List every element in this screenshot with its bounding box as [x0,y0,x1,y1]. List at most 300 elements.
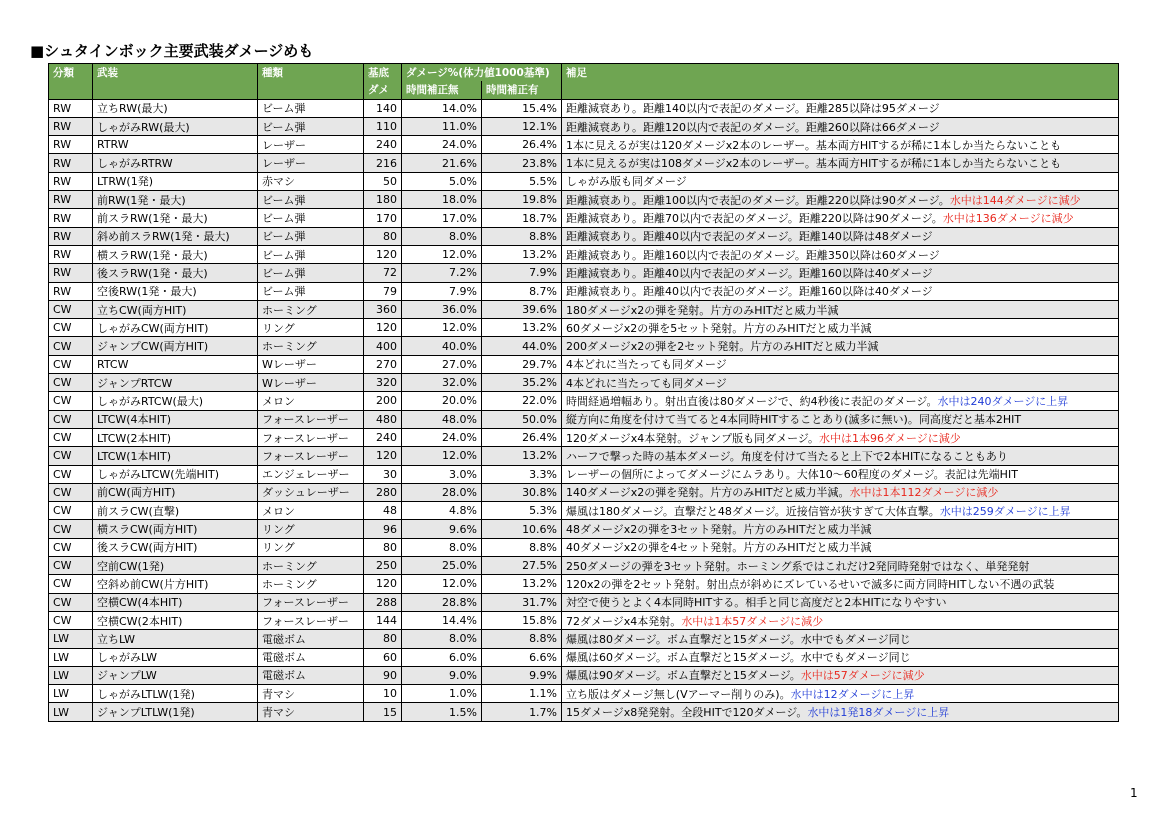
table-row [49,136,1119,154]
table-row [49,630,1119,648]
table-row [49,319,1119,337]
cell-type: ダッシュレーザー [258,483,364,501]
cell-percent-with-correction: 22.0% [482,392,562,410]
cell-type: フォースレーザー [258,428,364,446]
cell-notes [562,374,1119,392]
table-row [49,465,1119,483]
note-text: 対空で使うとよく4本同時HITする。相手と同じ高度だと2本HITになりやすい [566,596,947,610]
cell-weapon: 空後RW(1発・最大) [93,282,258,300]
cell-category: RW [49,245,93,263]
cell-percent-no-correction: 25.0% [402,557,482,575]
cell-percent-with-correction: 1.7% [482,703,562,721]
cell-category: LW [49,648,93,666]
cell-type: 電磁ボム [258,648,364,666]
cell-type: レーザー [258,154,364,172]
cell-type: ホーミング [258,575,364,593]
cell-base-damage: 120 [364,447,402,465]
table-row [49,99,1119,117]
cell-notes [562,648,1119,666]
cell-notes [562,355,1119,373]
cell-weapon: ジャンプLTLW(1発) [93,703,258,721]
cell-percent-with-correction: 8.8% [482,538,562,556]
cell-category: CW [49,502,93,520]
note-text: 60ダメージx2の弾を5セット発射。片方のみHITだと威力半減 [566,321,872,335]
cell-notes [562,465,1119,483]
cell-type: ビーム弾 [258,209,364,227]
cell-type: ビーム弾 [258,245,364,263]
cell-percent-with-correction: 15.4% [482,99,562,117]
cell-notes [562,264,1119,282]
cell-weapon: LTCW(2本HIT) [93,428,258,446]
cell-category: RW [49,117,93,135]
table-row [49,666,1119,684]
table-row [49,593,1119,611]
cell-base-damage: 400 [364,337,402,355]
cell-percent-no-correction: 8.0% [402,538,482,556]
note-text: 立ち版はダメージ無し(Vアーマー削りのみ)。 [566,687,791,701]
table-row [49,355,1119,373]
table-row [49,648,1119,666]
cell-category: CW [49,410,93,428]
cell-notes [562,282,1119,300]
cell-category: CW [49,575,93,593]
cell-weapon: しゃがみLTCW(先端HIT) [93,465,258,483]
cell-notes [562,99,1119,117]
table-row [49,191,1119,209]
cell-notes [562,666,1119,684]
note-text: 距離減衰あり。距離140以内で表記のダメージ。距離285以降は95ダメージ [566,102,940,116]
cell-base-damage: 80 [364,227,402,245]
cell-category: CW [49,538,93,556]
cell-base-damage: 50 [364,172,402,190]
cell-percent-no-correction: 1.0% [402,685,482,703]
cell-notes [562,538,1119,556]
cell-weapon: しゃがみRTRW [93,154,258,172]
note-text: 時間経過増幅あり。射出直後は80ダメージで、約4秒後に表記のダメージ。 [566,394,938,408]
cell-type: ビーム弾 [258,191,364,209]
header-damage-group: ダメージ%(体力値1000基準) [402,64,562,82]
cell-percent-with-correction: 3.3% [482,465,562,483]
cell-percent-with-correction: 9.9% [482,666,562,684]
cell-percent-no-correction: 8.0% [402,630,482,648]
header-notes-sub [562,81,1119,99]
note-highlight: 水中は1本96ダメージに減少 [818,431,961,445]
cell-percent-with-correction: 13.2% [482,575,562,593]
cell-notes [562,319,1119,337]
cell-category: RW [49,191,93,209]
cell-base-damage: 216 [364,154,402,172]
cell-base-damage: 48 [364,502,402,520]
cell-type: メロン [258,392,364,410]
note-highlight: 水中は1本57ダメージに減少 [681,614,824,628]
cell-notes [562,337,1119,355]
note-text: レーザーの個所によってダメージにムラあり。大体10～60程度のダメージ。表記は先端HIT [566,468,1018,482]
table-row [49,117,1119,135]
cell-notes [562,245,1119,263]
cell-weapon: 前スラCW(直撃) [93,502,258,520]
header-row-2 [49,81,1119,99]
cell-base-damage: 360 [364,300,402,318]
table-row [49,172,1119,190]
cell-percent-no-correction: 9.6% [402,520,482,538]
cell-type: ビーム弾 [258,117,364,135]
cell-percent-with-correction: 23.8% [482,154,562,172]
cell-percent-no-correction: 36.0% [402,300,482,318]
cell-notes [562,410,1119,428]
note-text: 距離減衰あり。距離160以内で表記のダメージ。距離350以降は60ダメージ [566,248,940,262]
cell-category: CW [49,483,93,501]
header-base-top: 基底 [364,64,402,82]
cell-percent-no-correction: 18.0% [402,191,482,209]
table-row [49,154,1119,172]
cell-weapon: LTRW(1発) [93,172,258,190]
cell-base-damage: 240 [364,428,402,446]
note-highlight: 水中は57ダメージに減少 [800,669,925,683]
cell-percent-no-correction: 12.0% [402,447,482,465]
cell-notes [562,593,1119,611]
cell-notes [562,630,1119,648]
header-notes: 補足 [562,64,1119,82]
table-row [49,483,1119,501]
cell-percent-no-correction: 11.0% [402,117,482,135]
cell-percent-with-correction: 35.2% [482,374,562,392]
table-row [49,575,1119,593]
cell-type: Wレーザー [258,355,364,373]
cell-percent-with-correction: 30.8% [482,483,562,501]
cell-percent-no-correction: 12.0% [402,575,482,593]
cell-notes [562,703,1119,721]
header-type-sub [258,81,364,99]
table-row [49,410,1119,428]
cell-base-damage: 120 [364,319,402,337]
cell-notes [562,685,1119,703]
cell-percent-with-correction: 13.2% [482,447,562,465]
cell-category: RW [49,264,93,282]
note-text: 4本どれに当たっても同ダメージ [566,376,727,390]
cell-percent-with-correction: 8.8% [482,630,562,648]
note-text: 1本に見えるが実は120ダメージx2本のレーザー。基本両方HITするが稀に1本しか当たらないことも [566,138,1062,152]
cell-notes [562,575,1119,593]
table-row [49,428,1119,446]
table-row [49,557,1119,575]
note-text: 縦方向に角度を付けて当てると4本同時HITすることあり(滅多に無い)。同高度だと基本2HIT [566,413,1022,427]
cell-base-damage: 250 [364,557,402,575]
cell-percent-no-correction: 8.0% [402,227,482,245]
cell-percent-with-correction: 8.8% [482,227,562,245]
table-row [49,703,1119,721]
header-row-1 [49,64,1119,82]
cell-base-damage: 144 [364,611,402,629]
cell-base-damage: 80 [364,630,402,648]
table-row [49,374,1119,392]
cell-percent-no-correction: 1.5% [402,703,482,721]
note-text: 爆風は180ダメージ。直撃だと48ダメージ。近接信管が狭すぎて大体直撃。 [566,504,940,518]
cell-type: フォースレーザー [258,447,364,465]
note-text: 爆風は60ダメージ。ボム直撃だと15ダメージ。水中でもダメージ同じ [566,651,911,665]
note-highlight: 水中は259ダメージに上昇 [939,504,1071,518]
cell-notes [562,300,1119,318]
cell-weapon: 空前CW(1発) [93,557,258,575]
cell-base-damage: 270 [364,355,402,373]
cell-percent-with-correction: 5.3% [482,502,562,520]
header-category: 分類 [49,64,93,82]
cell-percent-with-correction: 44.0% [482,337,562,355]
cell-percent-with-correction: 26.4% [482,136,562,154]
cell-notes [562,209,1119,227]
cell-weapon: ジャンプLW [93,666,258,684]
table-row [49,611,1119,629]
page-number: 1 [1130,786,1138,800]
note-highlight: 水中は1本112ダメージに減少 [849,486,999,500]
cell-percent-no-correction: 28.8% [402,593,482,611]
cell-weapon: 横スラRW(1発・最大) [93,245,258,263]
cell-base-damage: 180 [364,191,402,209]
cell-notes [562,136,1119,154]
cell-category: CW [49,611,93,629]
table-row [49,227,1119,245]
table-row [49,209,1119,227]
cell-base-damage: 110 [364,117,402,135]
note-text: 距離減衰あり。距離70以内で表記のダメージ。距離220以降は90ダメージ。 [566,212,943,226]
cell-base-damage: 240 [364,136,402,154]
cell-category: CW [49,374,93,392]
cell-percent-no-correction: 17.0% [402,209,482,227]
cell-weapon: 前CW(両方HIT) [93,483,258,501]
cell-base-damage: 170 [364,209,402,227]
cell-percent-no-correction: 9.0% [402,666,482,684]
cell-weapon: 前スラRW(1発・最大) [93,209,258,227]
cell-base-damage: 120 [364,245,402,263]
cell-type: エンジェレーザー [258,465,364,483]
cell-percent-with-correction: 13.2% [482,245,562,263]
cell-percent-with-correction: 19.8% [482,191,562,209]
cell-category: CW [49,319,93,337]
cell-percent-with-correction: 8.7% [482,282,562,300]
table-row [49,392,1119,410]
cell-category: CW [49,593,93,611]
cell-percent-no-correction: 6.0% [402,648,482,666]
cell-percent-with-correction: 27.5% [482,557,562,575]
cell-category: LW [49,685,93,703]
cell-notes [562,520,1119,538]
cell-percent-with-correction: 31.7% [482,593,562,611]
cell-notes [562,154,1119,172]
cell-type: 青マシ [258,685,364,703]
header-weapon: 武装 [93,64,258,82]
cell-percent-no-correction: 14.4% [402,611,482,629]
cell-type: メロン [258,502,364,520]
cell-type: ホーミング [258,337,364,355]
table-row [49,502,1119,520]
header-weapon-sub [93,81,258,99]
cell-weapon: 立ちCW(両方HIT) [93,300,258,318]
table-body [49,99,1119,721]
cell-base-damage: 15 [364,703,402,721]
cell-category: RW [49,136,93,154]
cell-category: RW [49,282,93,300]
cell-type: フォースレーザー [258,611,364,629]
table-row [49,447,1119,465]
cell-percent-with-correction: 15.8% [482,611,562,629]
cell-category: CW [49,465,93,483]
cell-percent-with-correction: 12.1% [482,117,562,135]
note-text: 120x2の弾を2セット発射。射出点が斜めにズレているせいで滅多に両方同時HITしない不遇の武装 [566,577,1055,591]
cell-category: RW [49,154,93,172]
cell-weapon: RTCW [93,355,258,373]
table-row [49,337,1119,355]
cell-percent-no-correction: 14.0% [402,99,482,117]
cell-type: フォースレーザー [258,410,364,428]
cell-percent-with-correction: 7.9% [482,264,562,282]
cell-category: RW [49,227,93,245]
cell-weapon: 立ちLW [93,630,258,648]
note-text: 48ダメージx2の弾を3セット発射。片方のみHITだと威力半減 [566,523,872,537]
cell-percent-with-correction: 29.7% [482,355,562,373]
cell-weapon: LTCW(1本HIT) [93,447,258,465]
cell-type: リング [258,520,364,538]
cell-base-damage: 320 [364,374,402,392]
note-text: 爆風は80ダメージ。ボム直撃だと15ダメージ。水中でもダメージ同じ [566,632,911,646]
cell-percent-with-correction: 5.5% [482,172,562,190]
cell-type: ビーム弾 [258,264,364,282]
cell-base-damage: 60 [364,648,402,666]
cell-type: リング [258,319,364,337]
cell-type: Wレーザー [258,374,364,392]
cell-weapon: しゃがみCW(両方HIT) [93,319,258,337]
cell-type: リング [258,538,364,556]
note-text: 距離減衰あり。距離40以内で表記のダメージ。距離160以降は40ダメージ [566,285,933,299]
table-row [49,282,1119,300]
note-text: 200ダメージx2の弾を2セット発射。片方のみHITだと威力半減 [566,340,879,354]
note-highlight: 水中は12ダメージに上昇 [790,687,915,701]
cell-category: CW [49,337,93,355]
cell-weapon: 斜め前スラRW(1発・最大) [93,227,258,245]
page-title: ■シュタインボック主要武装ダメージめも [30,42,314,60]
cell-category: CW [49,355,93,373]
cell-notes [562,611,1119,629]
cell-notes [562,447,1119,465]
cell-base-damage: 480 [364,410,402,428]
cell-type: ホーミング [258,300,364,318]
cell-category: RW [49,209,93,227]
cell-base-damage: 288 [364,593,402,611]
cell-type: ビーム弾 [258,99,364,117]
header-category-sub [49,81,93,99]
note-highlight: 水中は1発18ダメージに上昇 [807,706,950,720]
note-text: 40ダメージx2の弾を4セット発射。片方のみHITだと威力半減 [566,541,872,555]
cell-percent-no-correction: 24.0% [402,428,482,446]
note-text: しゃがみ版も同ダメージ [566,175,687,189]
cell-notes [562,191,1119,209]
cell-category: LW [49,703,93,721]
cell-percent-with-correction: 10.6% [482,520,562,538]
cell-category: CW [49,557,93,575]
cell-weapon: ジャンプRTCW [93,374,258,392]
cell-notes [562,502,1119,520]
cell-base-damage: 80 [364,538,402,556]
cell-weapon: 立ちRW(最大) [93,99,258,117]
cell-percent-no-correction: 28.0% [402,483,482,501]
cell-category: LW [49,630,93,648]
cell-base-damage: 90 [364,666,402,684]
cell-type: ビーム弾 [258,282,364,300]
note-text: ハーフで撃った時の基本ダメージ。角度を付けて当たると上下で2本HITになることもあり [566,449,1008,463]
cell-percent-with-correction: 18.7% [482,209,562,227]
cell-percent-no-correction: 12.0% [402,319,482,337]
cell-type: レーザー [258,136,364,154]
table-row [49,538,1119,556]
header-with-correction: 時間補正有 [482,81,562,99]
table-row [49,685,1119,703]
cell-weapon: 後スラRW(1発・最大) [93,264,258,282]
cell-base-damage: 30 [364,465,402,483]
cell-weapon: 前RW(1発・最大) [93,191,258,209]
note-text: 距離減衰あり。距離40以内で表記のダメージ。距離140以降は48ダメージ [566,230,933,244]
note-text: 爆風は90ダメージ。ボム直撃だと15ダメージ。 [566,669,801,683]
cell-category: RW [49,99,93,117]
note-text: 1本に見えるが実は108ダメージx2本のレーザー。基本両方HITするが稀に1本しか当たらないことも [566,157,1062,171]
cell-weapon: しゃがみRTCW(最大) [93,392,258,410]
cell-percent-no-correction: 4.8% [402,502,482,520]
cell-category: RW [49,172,93,190]
note-text: 距離減衰あり。距離40以内で表記のダメージ。距離160以降は40ダメージ [566,266,933,280]
cell-weapon: RTRW [93,136,258,154]
cell-type: 赤マシ [258,172,364,190]
cell-base-damage: 120 [364,575,402,593]
cell-weapon: しゃがみLW [93,648,258,666]
cell-category: LW [49,666,93,684]
cell-base-damage: 79 [364,282,402,300]
cell-percent-no-correction: 3.0% [402,465,482,483]
cell-base-damage: 200 [364,392,402,410]
cell-percent-with-correction: 1.1% [482,685,562,703]
cell-notes [562,227,1119,245]
note-text: 72ダメージx4本発射。 [566,614,682,628]
cell-percent-with-correction: 26.4% [482,428,562,446]
cell-base-damage: 72 [364,264,402,282]
cell-percent-no-correction: 21.6% [402,154,482,172]
cell-weapon: しゃがみRW(最大) [93,117,258,135]
cell-category: CW [49,428,93,446]
cell-notes [562,483,1119,501]
cell-weapon: 横スラCW(両方HIT) [93,520,258,538]
cell-notes [562,428,1119,446]
note-text: 120ダメージx4本発射。ジャンプ版も同ダメージ。 [566,431,819,445]
cell-weapon: 空横CW(4本HIT) [93,593,258,611]
note-text: 距離減衰あり。距離120以内で表記のダメージ。距離260以降は66ダメージ [566,120,940,134]
cell-type: 電磁ボム [258,666,364,684]
cell-base-damage: 96 [364,520,402,538]
note-text: 4本どれに当たっても同ダメージ [566,358,727,372]
cell-percent-no-correction: 20.0% [402,392,482,410]
cell-notes [562,557,1119,575]
cell-notes [562,392,1119,410]
cell-base-damage: 10 [364,685,402,703]
note-text: 140ダメージx2の弾を発射。片方のみHITだと威力半減。 [566,486,850,500]
cell-category: CW [49,300,93,318]
cell-category: CW [49,447,93,465]
note-highlight: 水中は136ダメージに減少 [942,212,1074,226]
table-row [49,264,1119,282]
cell-percent-no-correction: 27.0% [402,355,482,373]
note-text: 180ダメージx2の弾を発射。片方のみHITだと威力半減 [566,303,839,317]
cell-percent-with-correction: 39.6% [482,300,562,318]
cell-percent-no-correction: 48.0% [402,410,482,428]
cell-category: CW [49,392,93,410]
cell-weapon: 空横CW(2本HIT) [93,611,258,629]
header-type: 種類 [258,64,364,82]
cell-notes [562,172,1119,190]
